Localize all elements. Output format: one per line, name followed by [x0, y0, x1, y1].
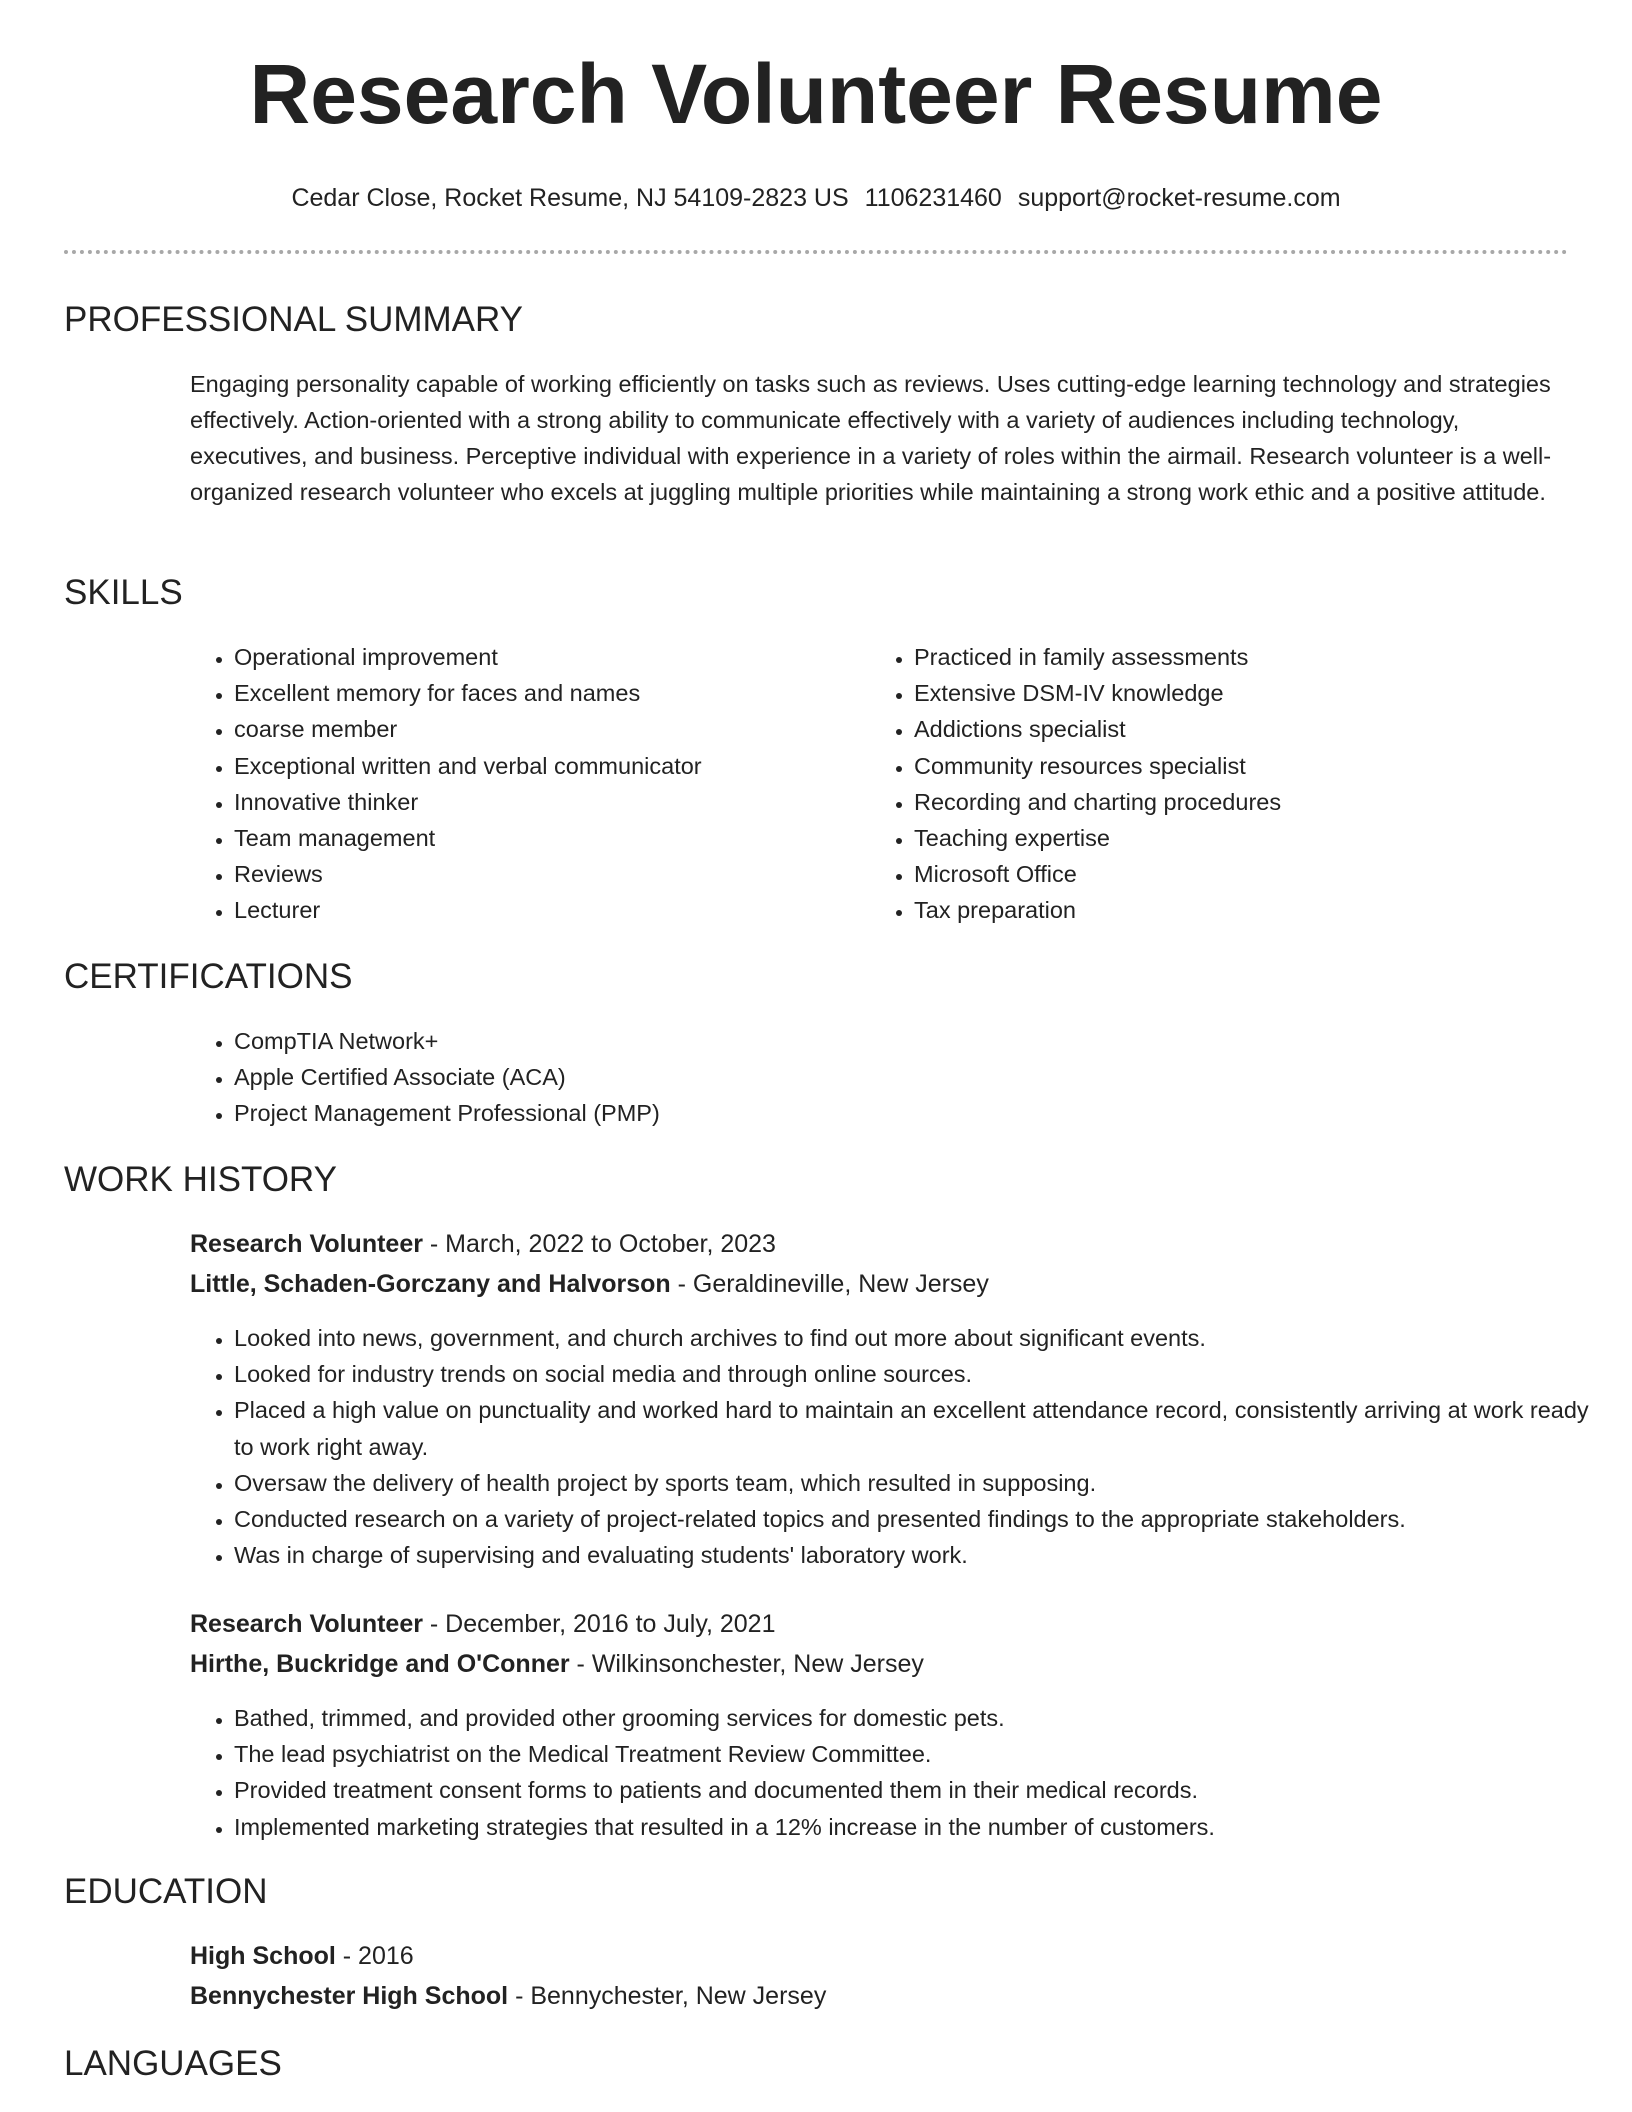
job-bullet: • Oversaw the delivery of health project by sports team, which resulted in supposing. [234, 1465, 1594, 1501]
skill-item: • Microsoft Office [914, 856, 1574, 892]
skill-item: • Practiced in family assessments [914, 639, 1574, 675]
skill-item: • Recording and charting procedures [914, 784, 1574, 820]
section-title-skills: SKILLS [64, 573, 183, 612]
job-bullet: • Looked for industry trends on social media and through online sources. [234, 1356, 1594, 1392]
job-bullets [190, 1320, 1594, 1573]
skill-item: • Excellent memory for faces and names [234, 675, 854, 711]
job-title: Research Volunteer [190, 1230, 423, 1258]
contact-phone: 1106231460 [864, 184, 1002, 212]
job-title: Research Volunteer [190, 1610, 423, 1638]
job-bullet: • Was in charge of supervising and evaluating students' laboratory work. [234, 1537, 1594, 1573]
certifications-list [190, 1023, 1574, 1132]
education-degree: High School [190, 1942, 336, 1970]
header-divider [64, 250, 1568, 254]
job-bullet: • Placed a high value on punctuality and worked hard to maintain an excellent attendance record, consistently arriving at work ready to work right away. [234, 1392, 1594, 1464]
job-bullet: • Bathed, trimmed, and provided other grooming services for domestic pets. [234, 1700, 1594, 1736]
skill-item: • Reviews [234, 856, 854, 892]
job-bullet: • Looked into news, government, and church archives to find out more about significant events. [234, 1320, 1594, 1356]
education-school-line [190, 1979, 826, 2013]
skill-item: • Team management [234, 820, 854, 856]
certification-item: • Apple Certified Associate (ACA) [234, 1059, 1574, 1095]
education-degree-line [190, 1939, 414, 1973]
section-title-summary: PROFESSIONAL SUMMARY [64, 300, 523, 339]
skill-item: • Extensive DSM-IV knowledge [914, 675, 1574, 711]
job-dates: - March, 2022 to October, 2023 [422, 1230, 776, 1258]
contact-email[interactable]: support@rocket-resume.com [1017, 184, 1341, 212]
job-bullets [190, 1700, 1594, 1845]
skills-list-right [870, 639, 1574, 929]
contact-line [0, 182, 1632, 214]
section-title-languages: LANGUAGES [64, 2044, 282, 2083]
skill-item: • Tax preparation [914, 892, 1574, 928]
skill-item: • Community resources specialist [914, 748, 1574, 784]
job-bullet: • Implemented marketing strategies that resulted in a 12% increase in the number of customers. [234, 1809, 1594, 1845]
contact-address: Cedar Close, Rocket Resume, NJ 54109-2823 US [291, 184, 849, 212]
job-location: - Wilkinsonchester, New Jersey [569, 1650, 924, 1678]
job-bullet: • Provided treatment consent forms to patients and documented them in their medical records. [234, 1772, 1594, 1808]
job-bullet: • Conducted research on a variety of project-related topics and presented findings to the appropriate stakeholders. [234, 1501, 1594, 1537]
section-title-certifications: CERTIFICATIONS [64, 957, 353, 996]
certification-item: • Project Management Professional (PMP) [234, 1095, 1574, 1131]
education-school: Bennychester High School [190, 1982, 509, 2010]
skill-item: • coarse member [234, 711, 854, 747]
job-title-line [190, 1227, 776, 1261]
section-title-work-history: WORK HISTORY [64, 1160, 337, 1199]
certification-item: • CompTIA Network+ [234, 1023, 1574, 1059]
job-location: - Geraldineville, New Jersey [670, 1270, 989, 1298]
section-title-education: EDUCATION [64, 1872, 268, 1911]
job-company-line [190, 1647, 924, 1681]
education-location: - Bennychester, New Jersey [508, 1982, 827, 2010]
skill-item: • Exceptional written and verbal communicator [234, 748, 854, 784]
summary-text: Engaging personality capable of working efficiently on tasks such as reviews. Uses cutting-edge learning technology and strategies effectively. Action-oriented with a strong ability to communicate effectively with a variety of audiences including technology, executives, and business. Perceptive individual with experience in a variety of roles within the airmail. Research volunteer is a well-organized research volunteer who excels at juggling multiple priorities while maintaining a strong work ethic and a positive attitude. [190, 371, 1552, 505]
job-company: Little, Schaden-Gorczany and Halvorson [190, 1270, 671, 1298]
skills-list-left [190, 639, 854, 929]
skill-item: • Addictions specialist [914, 711, 1574, 747]
job-dates: - December, 2016 to July, 2021 [422, 1610, 776, 1638]
job-company: Hirthe, Buckridge and O'Conner [190, 1650, 570, 1678]
resume-title: Research Volunteer Resume [249, 47, 1383, 141]
skill-item: • Lecturer [234, 892, 854, 928]
skill-item: • Operational improvement [234, 639, 854, 675]
education-year: - 2016 [335, 1942, 414, 1970]
skill-item: • Teaching expertise [914, 820, 1574, 856]
job-title-line [190, 1607, 775, 1641]
job-bullet: • The lead psychiatrist on the Medical Treatment Review Committee. [234, 1736, 1594, 1772]
job-company-line [190, 1267, 989, 1301]
skill-item: • Innovative thinker [234, 784, 854, 820]
